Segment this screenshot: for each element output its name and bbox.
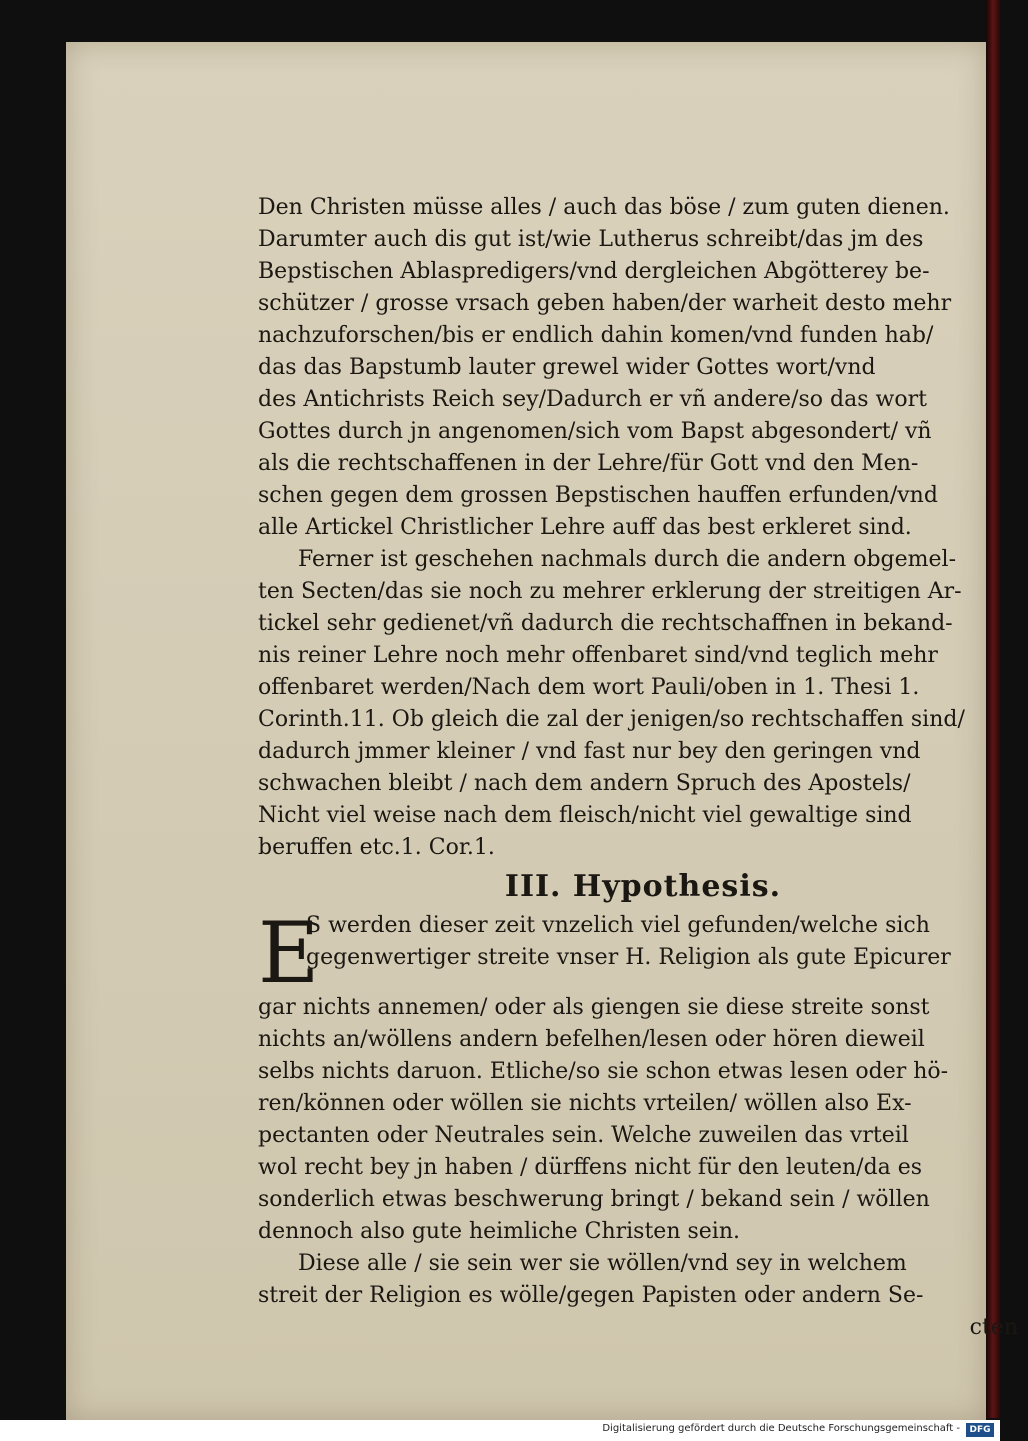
dfg-logo-icon: DFG [966,1423,994,1437]
text-line: ten Secten/das sie noch zu mehrer erklerung der streitigen Ar- [258,579,962,604]
paragraph-3 [258,904,1028,1248]
text-line: dennoch also gute heimliche Christen sein. [258,1219,740,1244]
text-line: des Antichrists Reich sey/Dadurch er vñ andere/so das wort [258,387,927,412]
text-line: wol recht bey jn haben / dürffens nicht für den leuten/da es [258,1155,923,1180]
text-line: nachzuforschen/bis er endlich dahin komen/vnd funden hab/ [258,323,934,348]
text-line: dadurch jmmer kleiner / vnd fast nur bey den geringen vnd [258,739,921,764]
text-line: ren/können oder wöllen sie nichts vrteilen/ wöllen also Ex- [258,1091,912,1116]
text-line: Corinth.11. Ob gleich die zal der jenigen/so rechtschaffen sind/ [258,707,965,732]
text-line: nichts an/wöllens andern befelhen/lesen oder hören dieweil [258,1027,925,1052]
footer-credit: Digitalisierung gefördert durch die Deutsche Forschungsgemeinschaft - [602,1423,960,1434]
text-block [258,192,1028,1344]
text-line: beruffen etc.1. Cor.1. [258,835,495,860]
text-line: streit der Religion es wölle/gegen Papisten oder andern Se- [258,1283,924,1308]
text-line: pectanten oder Neutrales sein. Welche zuweilen das vrteil [258,1123,909,1148]
text-line: gar nichts annemen/ oder als giengen sie diese streite sonst [258,995,930,1020]
text-line: Gottes durch jn angenomen/sich vom Bapst abgesondert/ vñ [258,419,932,444]
paragraph-1 [258,192,1028,544]
text-line: Diese alle / sie sein wer sie wöllen/vnd sey in welchem [298,1251,907,1276]
text-line: S werden dieser zeit vnzelich viel gefunden/welche sich [306,913,930,938]
text-line: Den Christen müsse alles / auch das böse / zum guten dienen. [258,195,950,220]
drop-cap: E [258,904,320,1002]
paragraph-4 [258,1248,1028,1312]
text-line: schützer / grosse vrsach geben haben/der warheit desto mehr [258,291,952,316]
text-line: das das Bapstumb lauter grewel wider Gottes wort/vnd [258,355,876,380]
text-line: Nicht viel weise nach dem fleisch/nicht viel gewaltige sind [258,803,912,828]
catchword: cten [969,1315,1018,1340]
text-line: selbs nichts daruon. Etliche/so sie schon etwas lesen oder hö- [258,1059,949,1084]
section-heading: III. Hypothesis. [504,869,782,904]
page-scan [66,42,1018,1420]
text-line: offenbaret werden/Nach dem wort Pauli/oben in 1. Thesi 1. [258,675,920,700]
text-line: als die rechtschaffenen in der Lehre/für Gott vnd den Men- [258,451,919,476]
text-line: schen gegen dem grossen Bepstischen hauffen erfunden/vnd [258,483,938,508]
paragraph-2 [258,544,1028,864]
text-line: Darumter auch dis gut ist/wie Lutherus schreibt/das jm des [258,227,924,252]
text-line: nis reiner Lehre noch mehr offenbaret sind/vnd teglich mehr [258,643,938,668]
text-line: Bepstischen Ablaspredigers/vnd dergleichen Abgötterey be- [258,259,930,284]
footer-bar [0,1420,1000,1441]
text-line: sonderlich etwas beschwerung bringt / bekand sein / wöllen [258,1187,930,1212]
text-line: tickel sehr gedienet/vñ dadurch die rechtschaffnen in bekand- [258,611,953,636]
text-line: Ferner ist geschehen nachmals durch die andern obgemel- [298,547,957,572]
text-line: gegenwertiger streite vnser H. Religion als gute Epicurer [306,945,951,970]
text-line: schwachen bleibt / nach dem andern Spruch des Apostels/ [258,771,911,796]
text-line: alle Artickel Christlicher Lehre auff das best erkleret sind. [258,515,912,540]
